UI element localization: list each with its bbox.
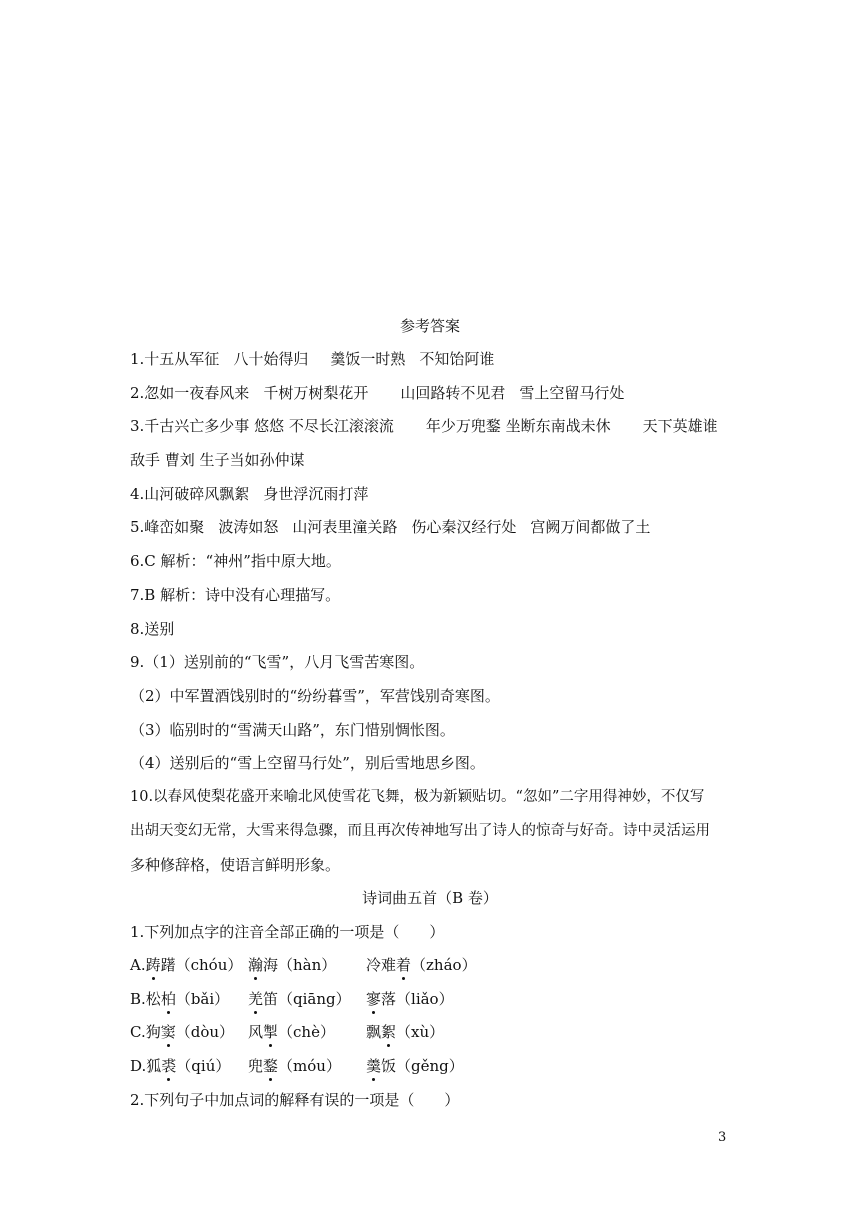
answer-5-part-5: 宫阙万间都做了土 [530, 518, 651, 536]
option-pinyin: （bǎi） [175, 990, 230, 1008]
option-text: 松 [145, 990, 161, 1008]
option-text: 狗 [145, 1023, 161, 1041]
emphasis-dotted-char: 柏 [160, 990, 176, 1008]
answer-5-part-3: 山河表里潼关路 [292, 518, 398, 536]
answer-3-part-2: 年少万兜鍪 坐断东南战未休 [425, 417, 611, 435]
option-item [366, 1022, 444, 1042]
question-2-stem: 2.下列句子中加点词的解释有误的一项是（ ） [130, 1091, 460, 1109]
option-item [248, 989, 351, 1009]
answer-1-part-4: 不知饴阿谁 [419, 350, 495, 368]
emphasis-dotted-char: 羹 [366, 1057, 382, 1075]
option-item [366, 955, 477, 975]
answer-10-line-1: 10.以春风使梨花盛开来喻北风使雪花飞舞，极为新颖贴切。“忽如”二字用得神妙，不仅写 [130, 789, 705, 805]
option-pinyin: 笛（qiāng） [263, 990, 351, 1008]
answer-8: 8.送别 [130, 620, 175, 638]
option-pinyin: 躇（chóu） [160, 956, 243, 974]
option-item [366, 1056, 464, 1076]
answer-1-part-3: 羹饭一时熟 [330, 350, 406, 368]
option-text: 风 [248, 1023, 264, 1041]
answer-10-line-3: 多种修辞格，使语言鲜明形象。 [130, 856, 341, 874]
answer-4-part-2: 身世浮沉雨打萍 [263, 485, 369, 503]
answer-2-part-1: 2.忽如一夜春风来 [130, 384, 250, 402]
emphasis-dotted-char: 瀚 [248, 956, 264, 974]
option-item [248, 1056, 341, 1076]
emphasis-dotted-char: 裘 [161, 1057, 177, 1075]
option-pinyin: （dòu） [175, 1023, 235, 1041]
option-item [366, 989, 454, 1009]
option-pinyin: （zháo） [411, 956, 477, 974]
answer-10-line-2: 出胡天变幻无常，大雪来得急骤，而且再次传神地写出了诗人的惊奇与好奇。诗中灵活运用 [130, 823, 710, 839]
option-item [248, 955, 336, 975]
option-item [130, 1022, 234, 1042]
answer-2-part-4: 雪上空留马行处 [519, 384, 625, 402]
answer-9-1: 9.（1）送别前的“飞雪”，八月飞雪苦寒图。 [130, 653, 425, 671]
answer-4 [130, 484, 730, 504]
answer-3-part-3: 天下英雄谁 [642, 417, 718, 435]
answer-9-4: （4）送别后的“雪上空留马行处”，别后雪地思乡图。 [130, 754, 485, 772]
option-pinyin: 落（liǎo） [381, 990, 454, 1008]
answer-5-part-1: 5.峰峦如聚 [130, 518, 205, 536]
answer-9-3: （3）临别时的“雪满天山路”，东门惜别惆怅图。 [130, 721, 455, 739]
page-number: 3 [718, 1130, 727, 1145]
answer-1 [130, 349, 730, 369]
option-text: 飘 [366, 1023, 382, 1041]
question-1-stem: 1.下列加点字的注音全部正确的一项是（ ） [130, 923, 445, 941]
answer-6: 6.C 解析：“神州”指中原大地。 [130, 552, 341, 570]
emphasis-dotted-char: 掣 [263, 1023, 279, 1041]
answer-2-part-2: 千树万树梨花开 [263, 384, 369, 402]
emphasis-dotted-char: 着 [396, 956, 412, 974]
option-text: 冷难 [366, 956, 397, 974]
answer-9-2: （2）中军置酒饯别时的“纷纷暮雪”，军营饯别奇寒图。 [130, 687, 500, 705]
answer-7: 7.B 解析：诗中没有心理描写。 [130, 586, 341, 604]
answer-5-part-4: 伤心秦汉经行处 [411, 518, 517, 536]
option-item [130, 989, 229, 1009]
emphasis-dotted-char: 寥 [366, 990, 382, 1008]
answer-3-line-2: 敌手 曹刘 生子当如孙仲谋 [130, 451, 305, 469]
answer-2 [130, 383, 730, 403]
option-item [248, 1022, 335, 1042]
emphasis-dotted-char: 羌 [248, 990, 264, 1008]
option-pinyin: 海（hàn） [263, 956, 337, 974]
option-text: 狐 [146, 1057, 162, 1075]
emphasis-dotted-char: 鍪 [263, 1057, 279, 1075]
option-text: 兜 [248, 1057, 264, 1075]
answers-title: 参考答案 [399, 317, 460, 335]
option-label: A. [130, 956, 146, 974]
emphasis-dotted-char: 窦 [160, 1023, 176, 1041]
answer-3-part-1: 3.千古兴亡多少事 悠悠 不尽长江滚滚流 [130, 417, 394, 435]
option-pinyin: （xù） [396, 1023, 445, 1041]
option-label: B. [130, 990, 146, 1008]
option-pinyin: （chè） [278, 1023, 335, 1041]
answer-4-part-1: 4.山河破碎风飘絮 [130, 485, 250, 503]
option-pinyin: （móu） [278, 1057, 341, 1075]
answer-2-part-3: 山回路转不见君 [400, 384, 506, 402]
option-item [130, 1056, 230, 1076]
option-label: C. [130, 1023, 146, 1041]
emphasis-dotted-char: 絮 [381, 1023, 397, 1041]
option-pinyin: 饭（gěng） [381, 1057, 464, 1075]
answer-3-line-1 [130, 416, 730, 436]
answer-5 [130, 517, 730, 537]
option-item [130, 955, 242, 975]
option-pinyin: （qiú） [176, 1057, 231, 1075]
emphasis-dotted-char: 踌 [145, 956, 161, 974]
answer-1-part-1: 1.十五从军征 [130, 350, 220, 368]
answer-1-part-2: 八十始得归 [233, 350, 309, 368]
answer-5-part-2: 波涛如怒 [218, 518, 279, 536]
option-label: D. [130, 1057, 147, 1075]
section-b-title: 诗词曲五首（B 卷） [362, 889, 498, 907]
